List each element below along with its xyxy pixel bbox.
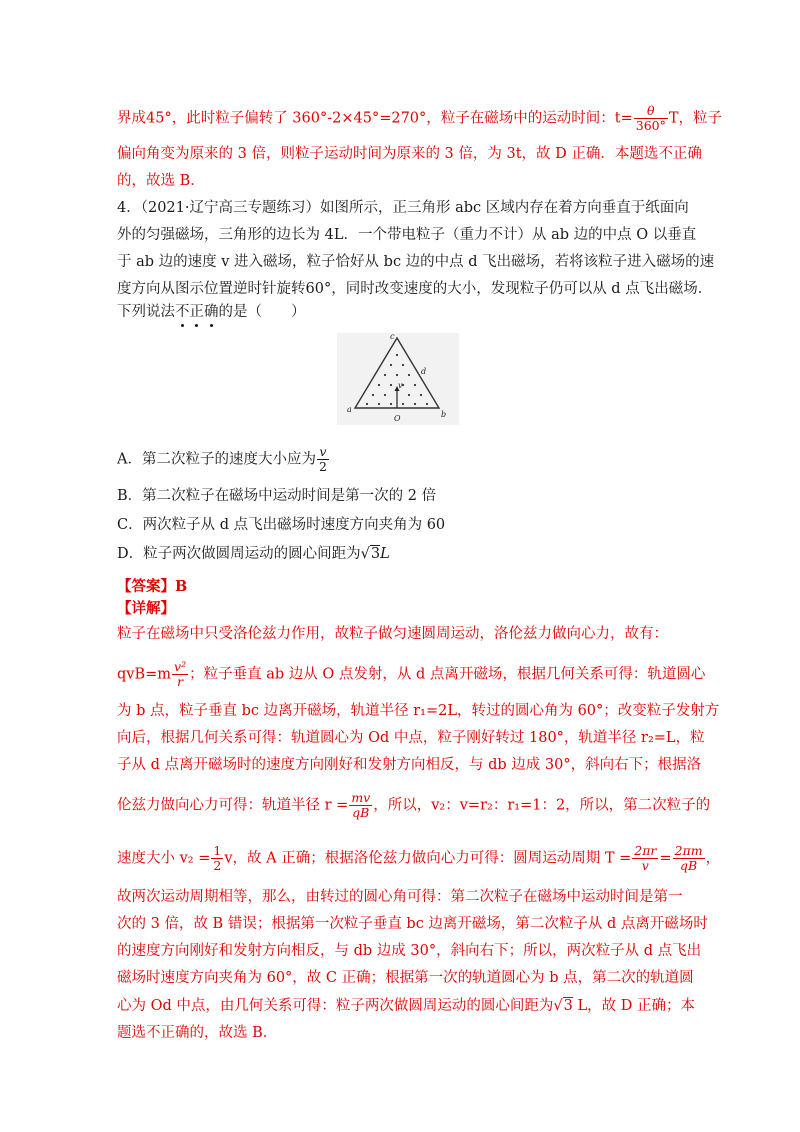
explanation-line-2: qvB=m $\frac{\text{v²}}{r}$ ；粒子垂直 ab 边从 O 点发射，从 d 点离开磁场，根据几何关系可得：轨道圆心 (117, 659, 706, 689)
emphasis-char: 不 (175, 304, 190, 320)
explanation-line-6: 伦兹力做向心力可得：轨道半径 r = $\frac{mv}{qB}$ ，所以，v₂：v=r₂：r₁=1：2，所以，第二次粒子的 (117, 790, 711, 820)
option-c: C．两次粒子从 d 点飞出磁场时速度方向夹角为 60 (117, 517, 446, 533)
sqrt-3: √3 (360, 546, 381, 562)
explanation-line-11: 磁场时速度方向夹角为 60°，故 C 正确；根据第一次的轨道圆心为 b 点，第二次的轨道圆 (117, 970, 694, 986)
sqrt-3: √3 (553, 998, 573, 1014)
triangle-magnetic-field-figure (337, 333, 459, 425)
explanation-line-7: 速度大小 v₂ = $\frac{1}{2}$ v，故 A 正确；根据洛伦兹力做向心力可得：圆周运动周期 T = $\frac{2\pi r}{v}$ = $\frac{2\pi m}{qB}$ ， (117, 843, 721, 873)
detail-label: 【详解】 (117, 600, 175, 617)
explanation-line-3: 为 b 点，粒子垂直 bc 边离开磁场，轨道半径 r₁=2L，转过的圆心角为 60°；改变粒子发射方 (117, 703, 720, 719)
fraction-theta-360: $\frac{\theta}{360^\circ}$ (635, 103, 666, 133)
answer-label: 【答案】B (117, 578, 188, 595)
explanation-line-12: 心为 Od 中点，由几何关系可得：粒子两次做圆周运动的圆心间距为√3 L，故 D 正确；本 (117, 998, 695, 1014)
explanation-prev-line-2: 偏向角变为原来的 3 倍，则粒子运动时间为原来的 3 倍，为 3t，故 D 正确．本题选不正确 (117, 146, 702, 162)
question-4-line-3: 于 ab 边的速度 v 进入磁场，粒子恰好从 bc 边的中点 d 飞出磁场，若将该粒子进入磁场的速 (117, 254, 715, 270)
explanation-line-4: 向后，根据几何关系可得：轨道圆心为 Od 中点，粒子刚好转过 180°，轨道半径 r₂=L，粒 (117, 730, 705, 746)
label-a: a (347, 405, 352, 414)
explanation-line-8: 故两次运动周期相等，那么，由转过的圆心角可得：第二次粒子在磁场中运动时间是第一 (117, 889, 683, 905)
explanation-prev-line-3: 的，故选 B． (117, 173, 205, 189)
fraction-2pim-over-qb: $\frac{2\pi m}{qB}$ (674, 843, 703, 873)
explanation-line-9: 次的 3 倍，故 B 错误；根据第一次粒子垂直 bc 边离开磁场，第二次粒子从 d 点离开磁场时 (117, 916, 708, 932)
label-o: O (394, 414, 401, 423)
label-b: b (441, 410, 447, 419)
question-4-line-4: 度方向从图示位置逆时针旋转60°，同时改变速度的大小，发现粒子仍可以从 d 点飞出磁场． (117, 281, 713, 297)
explanation-line-13: 题选不正确的，故选 B． (117, 1025, 278, 1041)
question-4-line-5: 下列说法不正确的是（ ） (117, 304, 306, 320)
option-d: D．粒子两次做圆周运动的圆心间距为√3L (117, 546, 390, 562)
label-d: d (421, 367, 427, 376)
emphasis-char: 确 (204, 304, 219, 320)
fraction-mv-over-qb: $\frac{mv}{qB}$ (351, 790, 371, 820)
explanation-prev-line-1: 界成45°，此时粒子偏转了 360°-2×45°=270°，粒子在磁场中的运动时间：t= $\frac{\theta}{360^\circ}$ T，粒子 (117, 103, 723, 133)
option-b: B．第二次粒子在磁场中运动时间是第一次的 2 倍 (117, 488, 437, 504)
label-v: v (398, 381, 403, 390)
question-4-line-2: 外的匀强磁场，三角形的边长为 4L．一个带电粒子（重力不计）从 ab 边的中点 O 以垂直 (117, 227, 697, 243)
explanation-line-1: 粒子在磁场中只受洛伦兹力作用，故粒子做匀速圆周运动，洛伦兹力做向心力，故有： (117, 626, 668, 642)
explanation-line-5: 子从 d 点离开磁场时的速度方向刚好和发射方向相反，与 db 边成 30°，斜向右下；根据洛 (117, 757, 702, 773)
fraction-v2-over-r: $\frac{\text{v²}}{r}$ (174, 659, 187, 689)
explanation-line-10: 的速度方向刚好和发射方向相反，与 db 边成 30°，斜向右下；所以，两次粒子从 d 点飞出 (117, 943, 702, 959)
fraction-v-over-2: $\frac{v}{2}$ (318, 444, 327, 474)
label-c: c (390, 333, 395, 341)
question-4-line-1: 4．（2021·辽宁高三专题练习）如图所示，正三角形 abc 区域内存在着方向垂直于纸面向 (117, 200, 689, 216)
emphasis-char: 正 (189, 304, 204, 320)
option-a: A．第二次粒子的速度大小应为 $\frac{v}{2}$ (117, 444, 327, 474)
fraction-1-over-2: $\frac{1}{2}$ (213, 843, 222, 873)
fraction-2pir-over-v: $\frac{2\pi r}{v}$ (634, 843, 657, 873)
